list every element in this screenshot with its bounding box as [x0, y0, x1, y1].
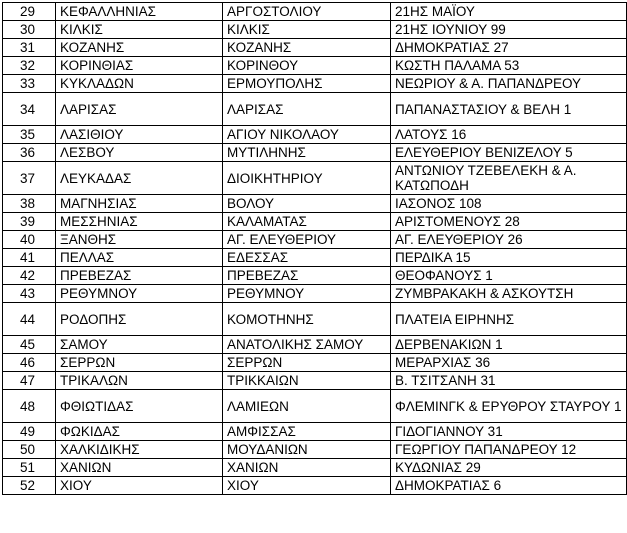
table-row — [3, 3, 627, 21]
city-cell: ΑΓΙΟΥ ΝΙΚΟΛΑΟΥ — [223, 126, 391, 144]
prefecture-cell: ΦΘΙΩΤΙΔΑΣ — [56, 390, 223, 423]
prefecture-cell: ΚΟΡΙΝΘΙΑΣ — [56, 57, 223, 75]
address-cell: ΜΕΡΑΡΧΙΑΣ 36 — [391, 354, 627, 372]
prefecture-cell: ΛΑΣΙΘΙΟΥ — [56, 126, 223, 144]
row-number: 43 — [3, 285, 56, 303]
address-cell: ΠΑΠΑΝΑΣΤΑΣΙΟΥ & ΒΕΛΗ 1 — [391, 93, 627, 126]
city-cell: ΧΑΝΙΩΝ — [223, 459, 391, 477]
table-row — [3, 39, 627, 57]
address-cell: Β. ΤΣΙΤΣΑΝΗ 31 — [391, 372, 627, 390]
prefecture-cell: ΜΕΣΣΗΝΙΑΣ — [56, 213, 223, 231]
prefecture-cell: ΚΕΦΑΛΛΗΝΙΑΣ — [56, 3, 223, 21]
row-number: 42 — [3, 267, 56, 285]
city-cell: ΣΕΡΡΩΝ — [223, 354, 391, 372]
prefecture-cell: ΠΡΕΒΕΖΑΣ — [56, 267, 223, 285]
prefecture-cell: ΛΑΡΙΣΑΣ — [56, 93, 223, 126]
row-number: 31 — [3, 39, 56, 57]
offices-table-body — [3, 3, 627, 495]
prefecture-cell: ΧΑΝΙΩΝ — [56, 459, 223, 477]
table-row — [3, 303, 627, 336]
address-cell: ΔΗΜΟΚΡΑΤΙΑΣ 6 — [391, 477, 627, 495]
table-row — [3, 354, 627, 372]
table-row — [3, 162, 627, 195]
prefecture-cell: ΞΑΝΘΗΣ — [56, 231, 223, 249]
prefecture-cell: ΛΕΣΒΟΥ — [56, 144, 223, 162]
table-row — [3, 372, 627, 390]
table-row — [3, 336, 627, 354]
table-row — [3, 459, 627, 477]
address-cell: ΚΥΔΩΝΙΑΣ 29 — [391, 459, 627, 477]
address-cell: ΕΛΕΥΘΕΡΙΟΥ ΒΕΝΙΖΕΛΟΥ 5 — [391, 144, 627, 162]
city-cell: ΛΑΜΙΕΩΝ — [223, 390, 391, 423]
address-cell: ΠΕΡΔΙΚΑ 15 — [391, 249, 627, 267]
row-number: 41 — [3, 249, 56, 267]
table-row — [3, 249, 627, 267]
address-cell: ΔΗΜΟΚΡΑΤΙΑΣ 27 — [391, 39, 627, 57]
row-number: 45 — [3, 336, 56, 354]
row-number: 46 — [3, 354, 56, 372]
row-number: 38 — [3, 195, 56, 213]
address-cell: ΛΑΤΟΥΣ 16 — [391, 126, 627, 144]
row-number: 35 — [3, 126, 56, 144]
prefecture-cell: ΛΕΥΚΑΔΑΣ — [56, 162, 223, 195]
address-cell: ΔΕΡΒΕΝΑΚΙΩΝ 1 — [391, 336, 627, 354]
prefecture-cell: ΣΑΜΟΥ — [56, 336, 223, 354]
row-number: 33 — [3, 75, 56, 93]
city-cell: ΚΟΜΟΤΗΝΗΣ — [223, 303, 391, 336]
offices-table — [2, 2, 627, 495]
city-cell: ΚΟΖΑΝΗΣ — [223, 39, 391, 57]
prefecture-cell: ΦΩΚΙΔΑΣ — [56, 423, 223, 441]
row-number: 49 — [3, 423, 56, 441]
address-cell: ΑΓ. ΕΛΕΥΘΕΡΙΟΥ 26 — [391, 231, 627, 249]
row-number: 30 — [3, 21, 56, 39]
city-cell: ΚΑΛΑΜΑΤΑΣ — [223, 213, 391, 231]
row-number: 44 — [3, 303, 56, 336]
address-cell: ΘΕΟΦΑΝΟΥΣ 1 — [391, 267, 627, 285]
address-cell: ΖΥΜΒΡΑΚΑΚΗ & ΑΣΚΟΥΤΣΗ — [391, 285, 627, 303]
address-cell: ΓΙΔΟΓΙΑΝΝΟΥ 31 — [391, 423, 627, 441]
row-number: 52 — [3, 477, 56, 495]
city-cell: ΚΟΡΙΝΘΟΥ — [223, 57, 391, 75]
city-cell: ΠΡΕΒΕΖΑΣ — [223, 267, 391, 285]
address-cell: 21ΗΣ ΜΑΪΟΥ — [391, 3, 627, 21]
prefecture-cell: ΧΙΟΥ — [56, 477, 223, 495]
table-row — [3, 423, 627, 441]
city-cell: ΚΙΛΚΙΣ — [223, 21, 391, 39]
prefecture-cell: ΚΥΚΛΑΔΩΝ — [56, 75, 223, 93]
prefecture-cell: ΚΟΖΑΝΗΣ — [56, 39, 223, 57]
city-cell: ΕΡΜΟΥΠΟΛΗΣ — [223, 75, 391, 93]
city-cell: ΔΙΟΙΚΗΤΗΡΙΟΥ — [223, 162, 391, 195]
address-cell: ΑΡΙΣΤΟΜΕΝΟΥΣ 28 — [391, 213, 627, 231]
prefecture-cell: ΚΙΛΚΙΣ — [56, 21, 223, 39]
city-cell: ΕΔΕΣΣΑΣ — [223, 249, 391, 267]
table-row — [3, 213, 627, 231]
prefecture-cell: ΧΑΛΚΙΔΙΚΗΣ — [56, 441, 223, 459]
row-number: 48 — [3, 390, 56, 423]
address-cell: ΠΛΑΤΕΙΑ ΕΙΡΗΝΗΣ — [391, 303, 627, 336]
row-number: 36 — [3, 144, 56, 162]
address-cell: ΦΛΕΜΙΝΓΚ & ΕΡΥΘΡΟΥ ΣΤΑΥΡΟΥ 1 — [391, 390, 627, 423]
city-cell: ΡΕΘΥΜΝΟΥ — [223, 285, 391, 303]
table-row — [3, 231, 627, 249]
prefecture-cell: ΜΑΓΝΗΣΙΑΣ — [56, 195, 223, 213]
city-cell: ΛΑΡΙΣΑΣ — [223, 93, 391, 126]
address-cell: ΝΕΩΡΙΟΥ & Α. ΠΑΠΑΝΔΡΕΟΥ — [391, 75, 627, 93]
row-number: 47 — [3, 372, 56, 390]
city-cell: ΑΝΑΤΟΛΙΚΗΣ ΣΑΜΟΥ — [223, 336, 391, 354]
table-row — [3, 285, 627, 303]
row-number: 34 — [3, 93, 56, 126]
city-cell: ΜΥΤΙΛΗΝΗΣ — [223, 144, 391, 162]
row-number: 51 — [3, 459, 56, 477]
table-row — [3, 93, 627, 126]
city-cell: ΑΡΓΟΣΤΟΛΙΟΥ — [223, 3, 391, 21]
address-cell: ΙΑΣΟΝΟΣ 108 — [391, 195, 627, 213]
city-cell: ΤΡΙΚΚΑΙΩΝ — [223, 372, 391, 390]
address-cell: 21ΗΣ ΙΟΥΝΙΟΥ 99 — [391, 21, 627, 39]
table-row — [3, 126, 627, 144]
address-cell: ΑΝΤΩΝΙΟΥ ΤΖΕΒΕΛΕΚΗ & Α. ΚΑΤΩΠΟΔΗ — [391, 162, 627, 195]
city-cell: ΧΙΟΥ — [223, 477, 391, 495]
address-cell: ΓΕΩΡΓΙΟΥ ΠΑΠΑΝΔΡΕΟΥ 12 — [391, 441, 627, 459]
prefecture-cell: ΡΕΘΥΜΝΟΥ — [56, 285, 223, 303]
prefecture-cell: ΤΡΙΚΑΛΩΝ — [56, 372, 223, 390]
prefecture-cell: ΡΟΔΟΠΗΣ — [56, 303, 223, 336]
city-cell: ΑΜΦΙΣΣΑΣ — [223, 423, 391, 441]
table-row — [3, 195, 627, 213]
table-row — [3, 441, 627, 459]
row-number: 29 — [3, 3, 56, 21]
table-row — [3, 57, 627, 75]
prefecture-cell: ΠΕΛΛΑΣ — [56, 249, 223, 267]
address-cell: ΚΩΣΤΗ ΠΑΛΑΜΑ 53 — [391, 57, 627, 75]
row-number: 40 — [3, 231, 56, 249]
row-number: 32 — [3, 57, 56, 75]
city-cell: ΑΓ. ΕΛΕΥΘΕΡΙΟΥ — [223, 231, 391, 249]
city-cell: ΜΟΥΔΑΝΙΩΝ — [223, 441, 391, 459]
city-cell: ΒΟΛΟΥ — [223, 195, 391, 213]
table-row — [3, 75, 627, 93]
row-number: 39 — [3, 213, 56, 231]
table-row — [3, 390, 627, 423]
table-row — [3, 144, 627, 162]
table-row — [3, 477, 627, 495]
table-row — [3, 267, 627, 285]
row-number: 50 — [3, 441, 56, 459]
table-row — [3, 21, 627, 39]
row-number: 37 — [3, 162, 56, 195]
prefecture-cell: ΣΕΡΡΩΝ — [56, 354, 223, 372]
